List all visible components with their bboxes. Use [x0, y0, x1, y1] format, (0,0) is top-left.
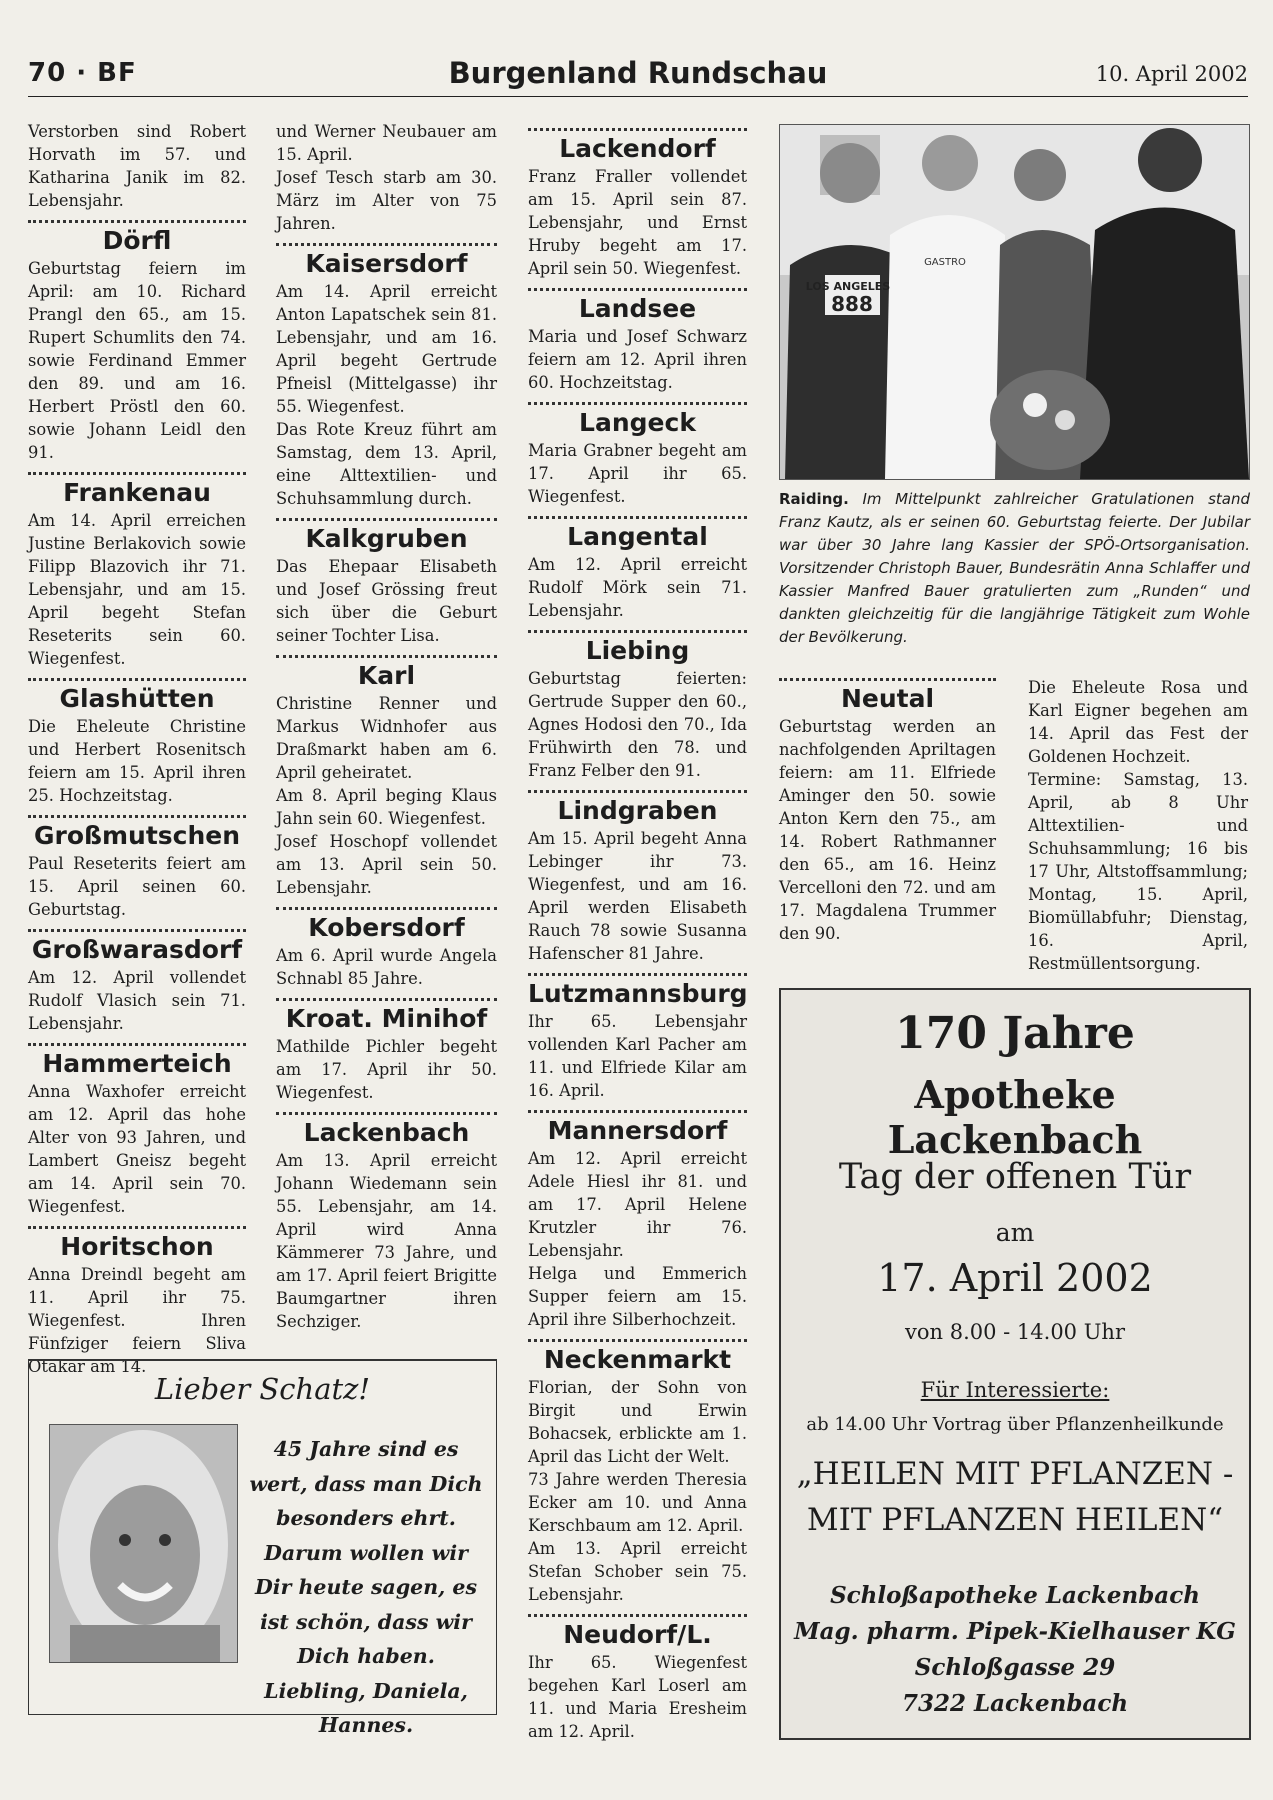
shirt-print: GASTRO — [924, 257, 966, 268]
ad-street: Schloßgasse 29 — [914, 1654, 1116, 1681]
divider — [528, 128, 747, 131]
group-photo-image — [780, 125, 1249, 479]
article-text: Am 8. April beging Klaus Jahn sein 60. Wiegenfest. — [276, 786, 497, 828]
group-photo — [779, 124, 1250, 480]
article-text: Florian, der Sohn von Birgit und Erwin Bohacsek, erblickte am 1. April das Licht der Welt. — [528, 1378, 747, 1466]
divider — [528, 402, 747, 405]
article-text: Die Eheleute Christine und Herbert Rosenitsch feiern am 15. April ihren 25. Hochzeitstag. — [28, 717, 246, 805]
portrait-image — [50, 1425, 237, 1662]
greeting-line: ist schön, dass wir — [260, 1609, 472, 1634]
heading-neutal: Neutal — [840, 684, 935, 713]
greeting-box — [28, 1359, 497, 1737]
heading-lutzmannsburg: Lutzmannsburg — [528, 979, 748, 1008]
newspaper-title: Burgenland Rundschau — [448, 56, 828, 90]
greeting-line: Dir heute sagen, es — [255, 1575, 477, 1599]
divider — [28, 1226, 246, 1229]
greeting-title: Lieber Schatz! — [154, 1372, 371, 1406]
article-text: Geburtstag werden an nachfolgenden Apriltagen feiern: am 11. Elfriede Aminger den 50. sowie Anton Kern den 75., am 14. Robert Rathmanner den 65., am 16. Heinz Vercelloni den 72. und am 17. Magdalena Trummer den 90. — [779, 717, 996, 943]
divider — [28, 678, 246, 681]
article-text: Anna Dreindl begeht am 11. April ihr 75. Wiegenfest. Ihren Fünfziger feiern Sliva Otakar am 14. — [28, 1265, 246, 1376]
article-text: Die Eheleute Rosa und Karl Eigner begehen am 14. April das Fest der Goldenen Hochzeit. — [1028, 678, 1248, 766]
heading-horitschon: Horitschon — [60, 1232, 214, 1261]
ad-pharmacy-name: Apotheke Lackenbach — [887, 1072, 1143, 1162]
column-3 — [528, 120, 747, 1743]
article-text: Am 12. April erreicht Adele Hiesl ihr 81. und am 17. April Helene Krutzler ihr 76. Lebensjahr. — [528, 1149, 747, 1260]
heading-doerfl: Dörfl — [102, 226, 172, 255]
heading-hammerteich: Hammerteich — [42, 1049, 232, 1078]
greeting-line: Darum wollen wir — [264, 1540, 468, 1565]
portrait-photo — [49, 1424, 238, 1663]
greeting-line: besonders ehrt. — [276, 1506, 456, 1530]
article-text: 73 Jahre werden Theresia Ecker am 10. und Anna Kerschbaum am 12. April. — [528, 1470, 747, 1535]
article-text: Geburtstag feiern im April: am 10. Richard Prangl den 65., am 15. Rupert Schumlits den 74. sowie Ferdinand Emmer den 89. und am 16. Herbert Pröstl den 60. sowie Johann Leidl den 91. — [28, 259, 246, 462]
ad-owner: Mag. pharm. Pipek-Kielhauser KG — [794, 1618, 1236, 1645]
ad-hours: von 8.00 - 14.00 Uhr — [905, 1320, 1125, 1344]
column-2 — [276, 120, 497, 1333]
greeting-line: Hannes. — [318, 1713, 414, 1737]
caption-lead: Raiding. — [779, 490, 849, 508]
article-text: Maria Grabner begeht am 17. April ihr 65. Wiegenfest. — [528, 441, 747, 506]
ad-slogan-2: MIT PFLANZEN HEILEN“ — [806, 1502, 1224, 1538]
divider — [28, 929, 246, 932]
divider — [528, 288, 747, 291]
article-text: Am 14. April erreicht Anton Lapatschek sein 81. Lebensjahr, und am 16. April begeht Gertrude Pfneisl (Mittelgasse) ihr 55. Wiegenfest. — [276, 282, 497, 416]
ad-open-day: Tag der offenen Tür — [838, 1157, 1192, 1197]
page-number: 70 · BF — [28, 58, 137, 88]
ad-slogan-1: „HEILEN MIT PFLANZEN - — [796, 1456, 1234, 1492]
divider — [28, 220, 246, 223]
heading-glashuetten: Glashütten — [59, 684, 215, 713]
article-text: Am 14. April erreichen Justine Berlakovich sowie Filipp Blazovich ihr 71. Lebensjahr, und am 15. April begeht Stefan Reseterits sein 60. Wiegenfest. — [28, 511, 246, 668]
shirt-print: LOS ANGELES — [805, 280, 891, 293]
heading-kalkgruben: Kalkgruben — [305, 524, 468, 553]
column-4b — [1028, 676, 1248, 975]
heading-lackenbach: Lackenbach — [303, 1118, 470, 1147]
article-text: Anna Waxhofer erreicht am 12. April das hohe Alter von 93 Jahren, und Lambert Gneisz begeht am 14. April sein 70. Wiegenfest. — [28, 1082, 246, 1216]
column-1 — [28, 120, 246, 1378]
divider — [528, 1339, 747, 1342]
heading-lindgraben: Lindgraben — [557, 796, 718, 825]
heading-mannersdorf: Mannersdorf — [547, 1116, 728, 1145]
divider — [276, 655, 497, 658]
ad-am: am — [995, 1218, 1035, 1247]
ad-company: Schloßapotheke Lackenbach — [830, 1582, 1200, 1609]
article-text: Am 15. April begeht Anna Lebinger ihr 73. Wiegenfest, und am 16. April werden Elisabeth Rauch 78 sowie Susanna Hafenscher 81 Jahre. — [528, 829, 747, 963]
divider — [276, 1112, 497, 1115]
article-text: Josef Hoschopf vollendet am 13. April sein 50. Lebensjahr. — [276, 832, 497, 897]
divider — [276, 907, 497, 910]
greeting-text — [247, 1432, 485, 1743]
heading-kobersdorf: Kobersdorf — [308, 913, 465, 942]
heading-kaisersdorf: Kaisersdorf — [305, 249, 468, 278]
divider — [276, 518, 497, 521]
heading-landsee: Landsee — [578, 294, 697, 323]
heading-grosswarasdorf: Großwarasdorf — [31, 935, 243, 964]
greeting-line: Liebling, Daniela, — [264, 1678, 468, 1703]
article-text: Das Rote Kreuz führt am Samstag, dem 13. April, eine Alttextilien- und Schuhsammlung durch. — [276, 420, 497, 508]
divider — [528, 790, 747, 793]
issue-date: 10. April 2002 — [1095, 62, 1248, 86]
article-text: Am 13. April erreicht Johann Wiedemann sein 55. Lebensjahr, am 14. April wird Anna Kämmerer 73 Jahre, und am 17. April feiert Brigitte Baumgartner ihren Sechziger. — [276, 1151, 497, 1331]
article-text: Geburtstag feierten: Gertrude Supper den 60., Agnes Hodosi den 70., Ida Frühwirth den 78. und Franz Felber den 91. — [528, 669, 747, 780]
page-header — [28, 56, 1248, 97]
divider — [276, 998, 497, 1001]
ad-date: 17. April 2002 — [877, 1256, 1153, 1300]
greeting-line: 45 Jahre sind es — [273, 1437, 459, 1461]
pharmacy-advertisement — [779, 988, 1251, 1740]
article-text: Am 12. April erreicht Rudolf Mörk sein 71. Lebensjahr. — [528, 555, 747, 620]
ad-anniversary: 170 Jahre — [895, 1008, 1135, 1059]
article-text: Ihr 65. Lebensjahr vollenden Karl Pacher am 11. und Elfriede Kilar am 16. April. — [528, 1012, 747, 1100]
article-text: Mathilde Pichler begeht am 17. April ihr 50. Wiegenfest. — [276, 1037, 497, 1102]
divider — [28, 472, 246, 475]
article-text: Josef Tesch starb am 30. März im Alter von 75 Jahren. — [276, 168, 497, 233]
caption-text: Im Mittelpunkt zahlreicher Gratulationen stand Franz Kautz, als er seinen 60. Geburtstag feierte. Der Jubilar war über 30 Jahre lang Kassier der SPÖ-Ortsorganisation. Vorsitzender Christoph Bauer, Bundesrätin Anna Schlaffer und Kassier Manfred Bauer gratulierten zum „Runden“ und dankten gleichzeitig für die langjährige Tätigkeit zum Wohle der Bevölkerung. — [779, 490, 1250, 646]
ad-town: 7322 Lackenbach — [901, 1690, 1129, 1717]
photo-caption — [779, 488, 1250, 649]
greeting-line: Dich haben. — [297, 1644, 435, 1668]
article-text: Maria und Josef Schwarz feiern am 12. April ihren 60. Hochzeitstag. — [528, 327, 747, 392]
heading-kroat-minihof: Kroat. Minihof — [285, 1004, 488, 1033]
divider — [528, 973, 747, 976]
article-text: Paul Reseterits feiert am 15. April seinen 60. Geburtstag. — [28, 854, 246, 919]
article-text: Ihr 65. Wiegenfest begehen Karl Loserl am 11. und Maria Eresheim am 12. April. — [528, 1653, 747, 1741]
ad-interested: Für Interessierte: — [920, 1378, 1110, 1402]
ad-lecture: ab 14.00 Uhr Vortrag über Pflanzenheilkunde — [806, 1414, 1224, 1435]
divider — [28, 1043, 246, 1046]
article-text: Termine: Samstag, 13. April, ab 8 Uhr Alttextilien- und Schuhsammlung; 16 bis 17 Uhr, Altstoffsammlung; Montag, 15. April, Biomüllabfuhr; Dienstag, 16. April, Restmüllentsorgung. — [1028, 770, 1248, 973]
heading-langeck: Langeck — [579, 408, 696, 437]
article-text: Verstorben sind Robert Horvath im 57. und Katharina Janik im 82. Lebensjahr. — [28, 122, 246, 210]
heading-frankenau: Frankenau — [63, 478, 211, 507]
divider — [528, 516, 747, 519]
shirt-number: 888 — [831, 292, 873, 316]
heading-lackendorf: Lackendorf — [559, 134, 716, 163]
column-4a — [779, 670, 996, 945]
article-text: Am 13. April erreicht Stefan Schober sein 75. Lebensjahr. — [528, 1539, 747, 1604]
heading-grossmutschen: Großmutschen — [33, 821, 241, 850]
divider — [528, 1110, 747, 1113]
article-text: Franz Fraller vollendet am 15. April sein 87. Lebensjahr, und Ernst Hruby begeht am 17. April sein 50. Wiegenfest. — [528, 167, 747, 278]
article-text: Helga und Emmerich Supper feiern am 15. April ihre Silberhochzeit. — [528, 1264, 747, 1329]
article-text: Das Ehepaar Elisabeth und Josef Grössing freut sich über die Geburt seiner Tochter Lisa. — [276, 557, 497, 645]
heading-neudorf: Neudorf/L. — [563, 1620, 712, 1649]
article-text: und Werner Neubauer am 15. April. — [276, 122, 497, 164]
greeting-line: wert, dass man Dich — [249, 1471, 483, 1496]
heading-karl: Karl — [357, 661, 416, 690]
article-text: Christine Renner und Markus Widnhofer aus Draßmarkt haben am 6. April geheiratet. — [276, 694, 497, 782]
article-text: Am 6. April wurde Angela Schnabl 85 Jahre. — [276, 946, 497, 988]
heading-liebing: Liebing — [585, 636, 690, 665]
divider — [528, 1614, 747, 1617]
heading-neckenmarkt: Neckenmarkt — [543, 1345, 732, 1374]
divider — [28, 815, 246, 818]
divider — [528, 630, 747, 633]
heading-langental: Langental — [567, 522, 708, 551]
divider — [779, 678, 996, 681]
article-text: Am 12. April vollendet Rudolf Vlasich sein 71. Lebensjahr. — [28, 968, 246, 1033]
divider — [276, 243, 497, 246]
